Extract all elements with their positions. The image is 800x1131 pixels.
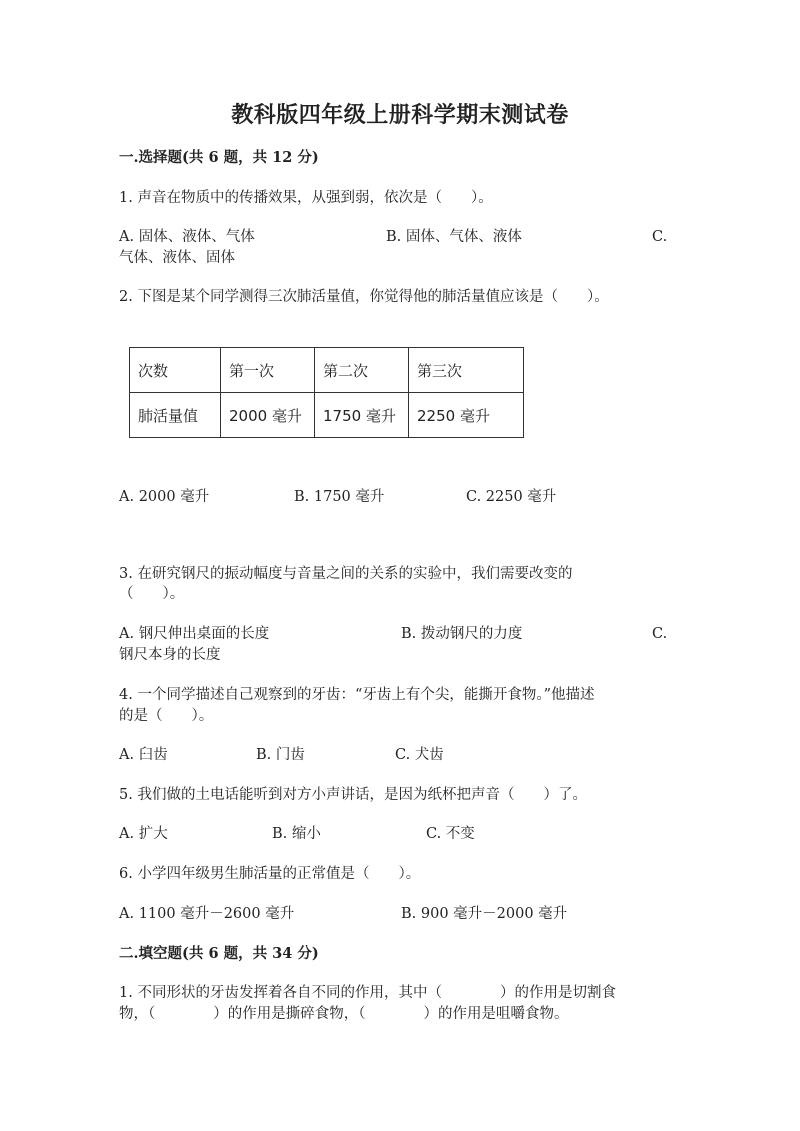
- q2-option-b: B. 1750 毫升: [294, 489, 385, 505]
- q2-option-a: A. 2000 毫升: [119, 489, 210, 505]
- q1-option-c-text: 气体、液体、固体: [119, 250, 235, 266]
- table-cell: 第三次: [409, 348, 524, 393]
- table-row: [130, 393, 524, 438]
- q4-option-b: B. 门齿: [256, 747, 305, 763]
- q6-option-b: B. 900 毫升－2000 毫升: [401, 906, 568, 922]
- table-cell: 肺活量值: [130, 393, 221, 438]
- q2-stem: 2. 下图是某个同学测得三次肺活量值，你觉得他的肺活量值应该是（ ）。: [119, 289, 609, 305]
- q4-stem-line1: 4. 一个同学描述自己观察到的牙齿：“牙齿上有个尖，能撕开食物。”他描述: [119, 687, 595, 703]
- q1-option-c-label: C.: [652, 229, 668, 245]
- table-row-header: [130, 348, 524, 393]
- q6-stem: 6. 小学四年级男生肺活量的正常值是（ ）。: [119, 866, 421, 882]
- q5-stem: 5. 我们做的土电话能听到对方小声讲话，是因为纸杯把声音（ ）了。: [119, 787, 587, 803]
- section-1-heading: 一.选择题(共 6 题，共 12 分): [119, 149, 319, 166]
- table-cell: 2250 毫升: [409, 393, 524, 438]
- q5-option-b: B. 缩小: [272, 826, 321, 842]
- table-cell: 第二次: [315, 348, 409, 393]
- section-2-heading: 二.填空题(共 6 题，共 34 分): [119, 945, 319, 962]
- table-cell: 2000 毫升: [221, 393, 315, 438]
- q4-stem-line2: 的是（ ）。: [119, 708, 214, 724]
- q4-option-a: A. 臼齿: [119, 747, 168, 763]
- q5-option-a: A. 扩大: [119, 826, 168, 842]
- q4-option-c: C. 犬齿: [395, 747, 444, 763]
- q3-stem-line1: 3. 在研究钢尺的振动幅度与音量之间的关系的实验中，我们需要改变的: [119, 566, 573, 582]
- q1-option-a: A. 固体、液体、气体: [119, 229, 255, 245]
- q2-option-c: C. 2250 毫升: [466, 489, 557, 505]
- q3-stem-line2: （ ）。: [119, 586, 185, 602]
- q3-option-c-label: C.: [652, 626, 668, 642]
- table-cell: 第一次: [221, 348, 315, 393]
- q3-option-b: B. 拨动钢尺的力度: [401, 626, 523, 642]
- q3-option-a: A. 钢尺伸出桌面的长度: [119, 626, 270, 642]
- table-cell: 次数: [130, 348, 221, 393]
- q3-option-c-text: 钢尺本身的长度: [119, 647, 221, 663]
- q1-stem: 1. 声音在物质中的传播效果，从强到弱，依次是（ ）。: [119, 190, 493, 206]
- table-cell: 1750 毫升: [315, 393, 409, 438]
- q5-option-c: C. 不变: [426, 826, 475, 842]
- lung-capacity-table: [129, 347, 524, 438]
- q6-option-a: A. 1100 毫升－2600 毫升: [119, 906, 295, 922]
- fill-q1-line2: 物，（ ）的作用是撕碎食物，（ ）的作用是咀嚼食物。: [119, 1006, 569, 1022]
- q1-option-b: B. 固体、气体、液体: [386, 229, 522, 245]
- page-title: 教科版四年级上册科学期末测试卷: [231, 102, 569, 128]
- fill-q1-line1: 1. 不同形状的牙齿发挥着各自不同的作用，其中（ ）的作用是切割食: [119, 985, 616, 1001]
